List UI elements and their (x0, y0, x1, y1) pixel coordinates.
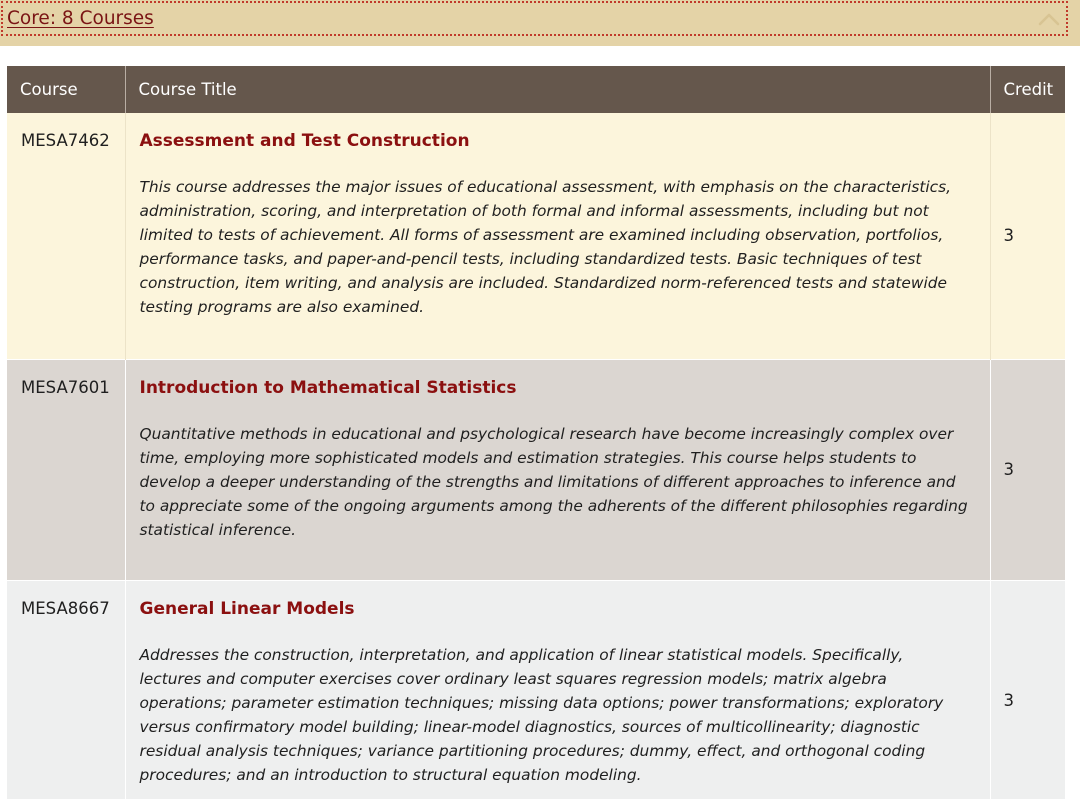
column-header-course: Course (7, 66, 125, 113)
column-header-credit: Credit (990, 66, 1065, 113)
course-code: MESA7462 (7, 113, 125, 359)
course-title: Assessment and Test Construction (139, 131, 470, 151)
course-title-cell (125, 580, 990, 799)
chevron-up-icon[interactable] (1038, 12, 1060, 26)
accordion-toggle[interactable] (1, 1, 1068, 36)
accordion-title[interactable]: Core: 8 Courses (7, 8, 154, 29)
course-title-cell (125, 113, 990, 359)
table-row (7, 580, 1065, 799)
course-code: MESA7601 (7, 359, 125, 580)
course-credit: 3 (990, 113, 1065, 359)
course-table (7, 66, 1065, 799)
course-description: Quantitative methods in educational and psychological research have become increasingly complex over time, employing more sophisticated models and estimation strategies. This course helps students to develop a deeper understanding of the strengths and limitations of different approaches to inference and to appreciate some of the ongoing arguments among the adherents of the different philosophies regarding statistical inference. (139, 424, 968, 539)
column-header-course-title: Course Title (125, 66, 990, 113)
table-row (7, 359, 1065, 580)
course-title-cell (125, 359, 990, 580)
accordion-header[interactable] (0, 0, 1080, 46)
course-credit: 3 (990, 580, 1065, 799)
course-title: General Linear Models (139, 598, 355, 619)
table-row (7, 113, 1065, 359)
course-title: Introduction to Mathematical Statistics (139, 377, 517, 398)
course-description: This course addresses the major issues of educational assessment, with emphasis on the characteristics, administration, scoring, and interpretation of both formal and informal assessments, including but not limited to tests of achievement. All forms of assessment are examined including observation, portfolios, performance tasks, and paper-and-pencil tests, including standardized tests. Basic techniques of test construction, item writing, and analysis are included. Standardized norm-referenced tests and statewide testing programs are also examined. (139, 178, 952, 316)
course-code: MESA8667 (7, 580, 125, 799)
table-header-row (7, 66, 1065, 113)
course-credit: 3 (990, 359, 1065, 580)
course-description: Addresses the construction, interpretation, and application of linear statistical models. Specifically, lectures and computer exercises cover ordinary least squares regression models; matrix algebra operations; parameter estimation techniques; missing data options; power transformations; exploratory versus confirmatory model building; linear-model diagnostics, sources of multicollinearity; diagnostic residual analysis techniques; variance partitioning procedures; dummy, effect, and orthogonal coding procedures; and an introduction to structural equation modeling. (139, 645, 944, 784)
